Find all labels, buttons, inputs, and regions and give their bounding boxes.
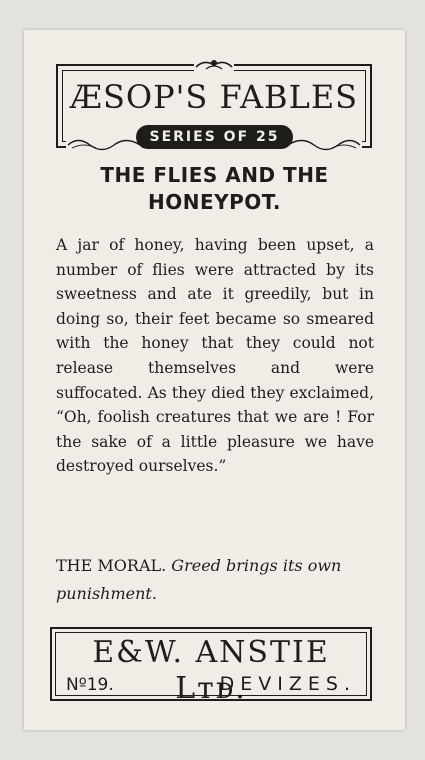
fable-moral <box>56 552 374 608</box>
series-title: ÆSOP'S FABLES <box>69 78 359 116</box>
scroll-ornament-icon <box>194 57 234 73</box>
fable-title-line-2: HONEYPOT. <box>148 190 281 214</box>
maker-name: E&W. ANSTIE Lᴛᴅ. <box>92 635 330 706</box>
moral-text: Greed brings its own punishment. <box>56 556 342 603</box>
maker-town: DEVIZES. <box>219 673 356 695</box>
fable-title <box>24 162 405 216</box>
flourish-right-icon <box>286 134 362 156</box>
maker-details <box>66 673 356 696</box>
maker-panel <box>50 627 372 706</box>
flourish-left-icon <box>66 134 142 156</box>
fable-body: A jar of honey, having been upset, a number of flies were attracted by its sweetness and ate it greedily, but in doing so, their feet became so smeared with the honey that they could not release themselves and were suffocated. As they died they exclaimed, “Oh, foolish creatures that we are ! For the sake of a little pleasure we have destroyed ourselves.” <box>56 236 374 476</box>
series-badge: SERIES OF 25 <box>136 125 294 149</box>
cigarette-card <box>24 30 405 730</box>
card-number: Nº19. <box>66 675 114 695</box>
fable-title-line-1: THE FLIES AND THE <box>100 163 329 187</box>
moral-label: THE MORAL. <box>56 556 167 575</box>
